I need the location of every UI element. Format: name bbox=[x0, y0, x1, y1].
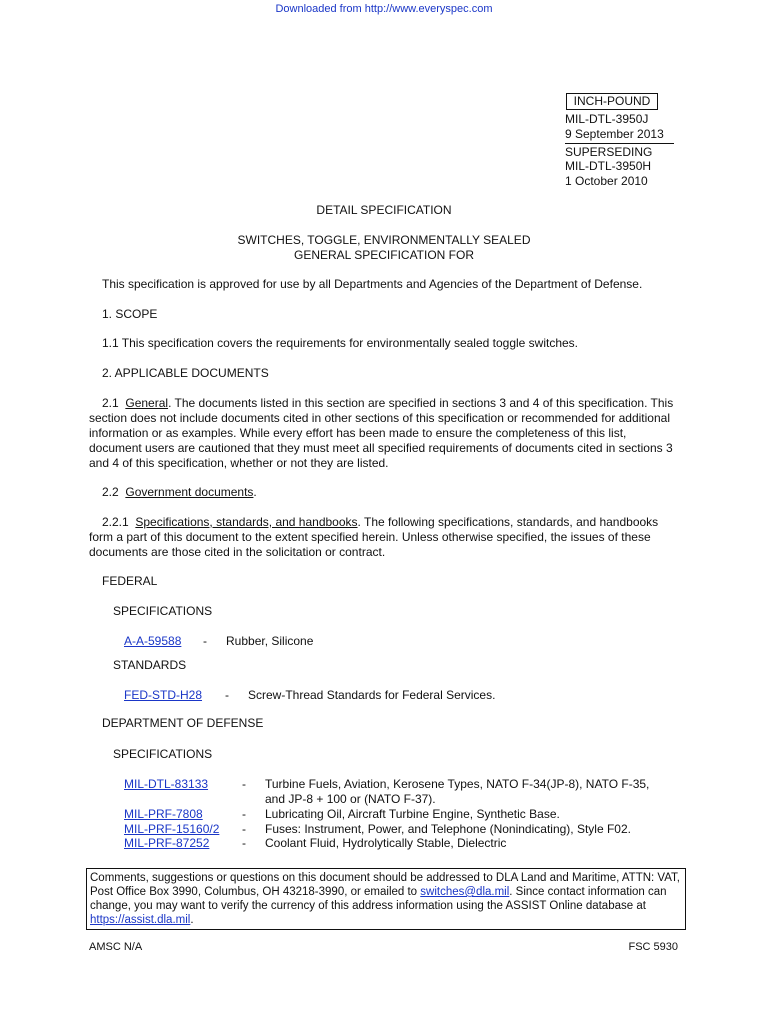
standard-link-fed-std-h28[interactable]: FED-STD-H28 bbox=[124, 688, 203, 702]
comments-text-end: . bbox=[190, 914, 194, 926]
comments-text-continued: . Since contact information can change, you may want to verify the currency of this address information using the ASSIST Online database at bbox=[90, 886, 667, 912]
spec-link-mil-prf-15160-2[interactable]: MIL-PRF-15160/2 bbox=[124, 822, 220, 836]
federal-specifications-heading: SPECIFICATIONS bbox=[113, 604, 213, 618]
federal-heading: FEDERAL bbox=[102, 574, 158, 588]
section-2-2-1 bbox=[89, 515, 679, 560]
comments-text: Comments, suggestions or questions on this document should be addressed to DLA Land and Maritime, ATTN: VAT, Post Office Box 3990, Columbus, OH 43218-3990, or emailed to bbox=[90, 872, 681, 898]
section-2-1 bbox=[89, 396, 679, 471]
spec-dash: - bbox=[242, 807, 246, 821]
spec-dash: - bbox=[242, 822, 246, 836]
section-2-1-title: General bbox=[125, 396, 169, 410]
standard-dash: - bbox=[225, 688, 229, 702]
dod-heading: DEPARTMENT OF DEFENSE bbox=[102, 716, 264, 730]
spec-dash: - bbox=[203, 634, 207, 648]
comments-box bbox=[86, 868, 686, 930]
section-2-1-text: . The documents listed in this section are specified in sections 3 and 4 of this specification. This section does not include documents cited in other sections of this specification or recommended for additional information or as examples. While every effort has been made to ensure the completeness of this list, document users are cautioned that they must meet all specified requirements of documents cited in sections 3 and 4 of this specification, whether or not they are listed. bbox=[89, 396, 674, 470]
section-2-2 bbox=[102, 485, 257, 499]
download-source-link[interactable]: Downloaded from http://www.everyspec.com bbox=[275, 3, 493, 15]
section-2-2-number: 2.2 bbox=[102, 485, 119, 499]
federal-standards-heading: STANDARDS bbox=[113, 658, 187, 672]
section-2-1-number: 2.1 bbox=[102, 396, 119, 410]
document-title-line1: SWITCHES, TOGGLE, ENVIRONMENTALLY SEALED bbox=[237, 233, 531, 247]
assist-url-link[interactable]: https://assist.dla.mil bbox=[90, 914, 191, 926]
document-title-line2: GENERAL SPECIFICATION FOR bbox=[293, 248, 475, 262]
spec-description: Rubber, Silicone bbox=[226, 634, 314, 648]
spec-dash: - bbox=[242, 836, 246, 850]
document-type-title: DETAIL SPECIFICATION bbox=[316, 203, 452, 217]
spec-link-mil-dtl-83133[interactable]: MIL-DTL-83133 bbox=[124, 777, 209, 791]
section-2-2-title: Government documents bbox=[125, 485, 254, 499]
section-2-2-1-number: 2.2.1 bbox=[102, 515, 129, 529]
spec-link-mil-prf-87252[interactable]: MIL-PRF-87252 bbox=[124, 836, 210, 850]
approval-statement: This specification is approved for use by all Departments and Agencies of the Department of Defense. bbox=[102, 277, 643, 291]
spec-dash: - bbox=[242, 777, 246, 791]
spec-description-continued: and JP-8 + 100 or (NATO F-37). bbox=[265, 792, 436, 806]
superseded-date: 1 October 2010 bbox=[565, 174, 648, 188]
standard-description: Screw-Thread Standards for Federal Services. bbox=[248, 688, 496, 702]
superseding-label: SUPERSEDING bbox=[565, 145, 653, 159]
header-divider bbox=[565, 143, 674, 144]
spec-description: Turbine Fuels, Aviation, Kerosene Types, NATO F-34(JP-8), NATO F-35, bbox=[265, 777, 650, 791]
comments-email-link[interactable]: switches@dla.mil bbox=[420, 886, 510, 898]
section-2-2-1-title: Specifications, standards, and handbooks bbox=[135, 515, 358, 529]
spec-description: Lubricating Oil, Aircraft Turbine Engine, Synthetic Base. bbox=[265, 807, 560, 821]
section-2-2-1-text: . The following specifications, standards, and handbooks form a part of this document to the extent specified herein. Unless otherwise specified, the issues of these documents are those cited in the solicitation or contract. bbox=[89, 515, 659, 559]
document-id: MIL-DTL-3950J bbox=[565, 112, 649, 126]
section-1-1: 1.1 This specification covers the requirements for environmentally sealed toggle switches. bbox=[102, 336, 579, 350]
inch-pound-badge: INCH-POUND bbox=[566, 93, 658, 110]
section-2-2-end: . bbox=[253, 485, 257, 499]
spec-description: Fuses: Instrument, Power, and Telephone (Nonindicating), Style F02. bbox=[265, 822, 631, 836]
dod-specifications-heading: SPECIFICATIONS bbox=[113, 747, 213, 761]
spec-description: Coolant Fluid, Hydrolytically Stable, Dielectric bbox=[265, 836, 507, 850]
superseded-id: MIL-DTL-3950H bbox=[565, 159, 652, 173]
scope-heading: 1. SCOPE bbox=[102, 307, 158, 321]
spec-link-mil-prf-7808[interactable]: MIL-PRF-7808 bbox=[124, 807, 203, 821]
footer-fsc: FSC 5930 bbox=[628, 941, 678, 953]
document-date: 9 September 2013 bbox=[565, 127, 664, 141]
applicable-documents-heading: 2. APPLICABLE DOCUMENTS bbox=[102, 366, 269, 380]
footer-amsc: AMSC N/A bbox=[89, 941, 143, 953]
spec-link-a-a-59588[interactable]: A-A-59588 bbox=[124, 634, 182, 648]
